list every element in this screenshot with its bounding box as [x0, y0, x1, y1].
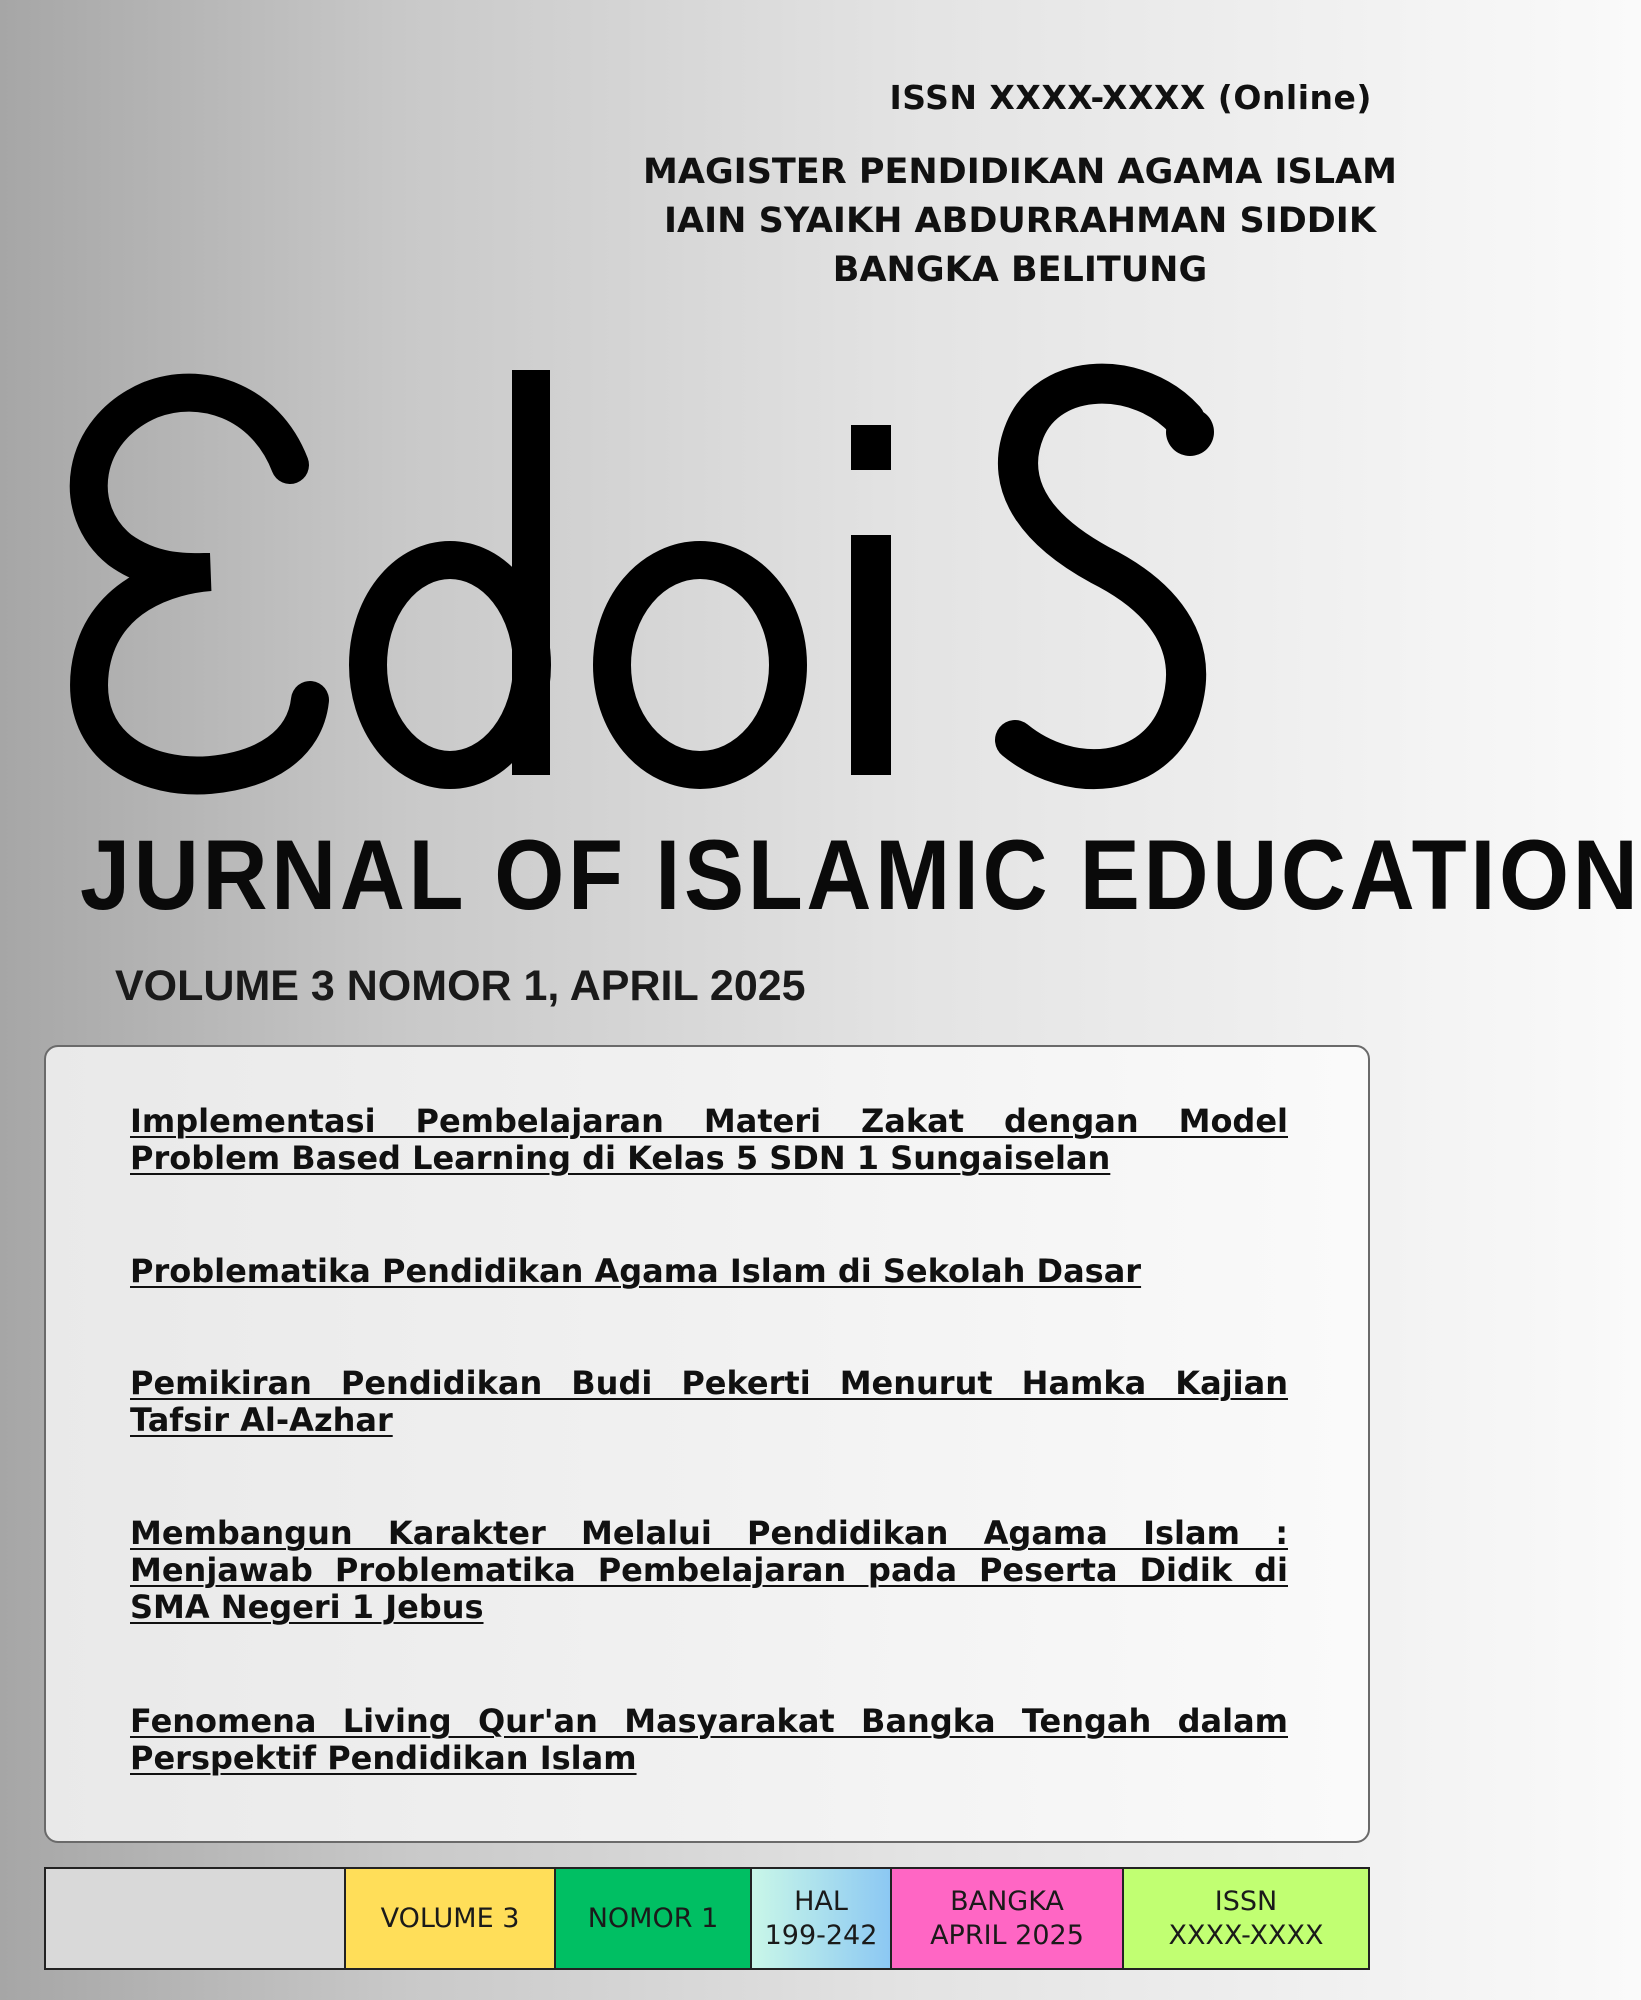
logo-letter-s-terminal: [1166, 408, 1214, 456]
edois-logo-graphic: [60, 360, 1380, 800]
article-link-1[interactable]: Implementasi Pembelajaran Materi Zakat dengan Model Problem Based Learning di Kelas 5 SDN 1 Sungaiselan: [130, 1102, 1288, 1177]
logo-letter-d-bowl: [368, 560, 532, 770]
journal-title: JURNAL OF ISLAMIC EDUCATION: [80, 819, 1641, 930]
article-link-2[interactable]: Problematika Pendidikan Agama Islam di Sekolah Dasar: [130, 1252, 1142, 1290]
issn-online: ISSN XXXX-XXXX (Online): [889, 78, 1372, 117]
institution-line-3: BANGKA BELITUNG: [832, 250, 1208, 290]
footer-nomor-cell: [556, 1869, 752, 1968]
article-link-3[interactable]: Pemikiran Pendidikan Budi Pekerti Menurut Hamka Kajian Tafsir Al-Azhar: [130, 1364, 1288, 1439]
article-link-4[interactable]: Membangun Karakter Melalui Pendidikan Agama Islam : Menjawab Problematika Pembelajaran pada Peserta Didik di SMA Negeri 1 Jebus: [130, 1514, 1288, 1626]
footer-hal-range: 199-242: [764, 1919, 878, 1951]
header-issn: [612, 78, 1372, 117]
footer-issn-cell: [1124, 1869, 1368, 1968]
footer-bangka-cell: [892, 1869, 1124, 1968]
article-link-5[interactable]: Fenomena Living Qur'an Masyarakat Bangka Tengah dalam Perspektif Pendidikan Islam: [130, 1702, 1288, 1777]
footer-issn-value: XXXX-XXXX: [1168, 1919, 1324, 1951]
footer-date: APRIL 2025: [930, 1919, 1084, 1951]
footer-hal-cell: [752, 1869, 892, 1968]
logo-letter-e: [89, 393, 310, 776]
logo-letter-o: [612, 560, 788, 770]
footer-nomor: NOMOR 1: [587, 1902, 719, 1934]
logo-letter-s: [1015, 384, 1186, 769]
edois-logo: [60, 360, 1380, 800]
footer-info-bar: [44, 1867, 1370, 1970]
footer-volume: VOLUME 3: [380, 1902, 520, 1934]
footer-issn-label: ISSN: [1214, 1885, 1278, 1917]
institution-line-2: IAIN SYAIKH ABDURRAHMAN SIDDIK: [664, 201, 1376, 241]
footer-blank-cell: [46, 1869, 346, 1968]
footer-volume-cell: [346, 1869, 556, 1968]
institution-block: [640, 148, 1400, 295]
footer-place: BANGKA: [950, 1885, 1064, 1917]
articles-panel: [44, 1045, 1370, 1843]
institution-line-1: MAGISTER PENDIDIKAN AGAMA ISLAM: [643, 152, 1397, 192]
volume-issue-date: VOLUME 3 NOMOR 1, APRIL 2025: [115, 962, 806, 1010]
footer-hal-label: HAL: [794, 1885, 848, 1917]
logo-letter-d-stem: [512, 370, 550, 775]
logo-letter-i-dot: [851, 425, 891, 470]
logo-letter-i-stem: [851, 535, 891, 775]
